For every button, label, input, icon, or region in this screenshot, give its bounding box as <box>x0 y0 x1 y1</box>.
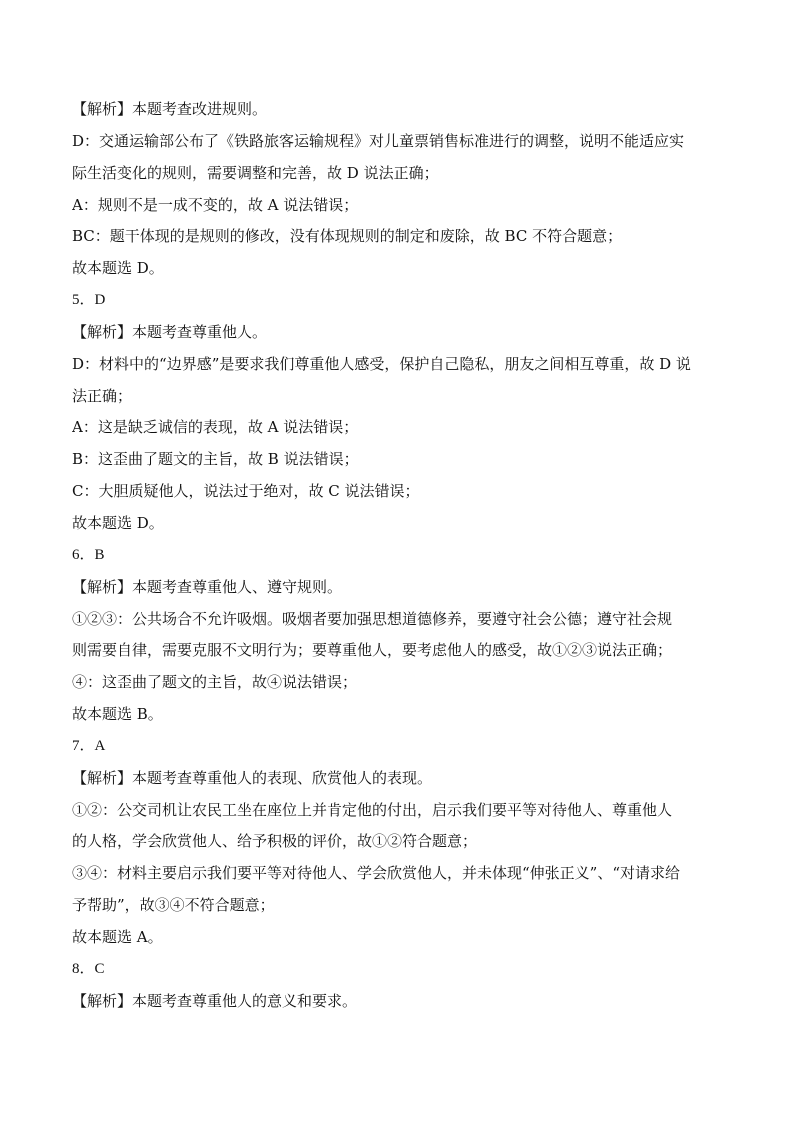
text-line: D：材料中的“边界感”是要求我们尊重他人感受，保护自己隐私，朋友之间相互尊重，故 D 说 <box>72 354 691 373</box>
text-line: C：大胆质疑他人，说法过于绝对，故 C 说法错误； <box>72 482 420 501</box>
answer-page <box>72 94 732 1017</box>
text-line: D：交通运输部公布了《铁路旅客运输规程》对儿童票销售标准进行的调整，说明不能适应实 <box>72 131 685 150</box>
text-line: ①②：公交司机让农民工坐在座位上并肯定他的付出，启示我们要平等对待他人、尊重他人 <box>72 800 673 819</box>
text-line: 故本题选 D。 <box>72 513 164 532</box>
text-line: 故本题选 A。 <box>72 927 163 946</box>
text-line: 【解析】本题考查改进规则。 <box>72 100 268 118</box>
text-line: B：这歪曲了题文的主旨，故 B 说法错误； <box>72 450 359 469</box>
text-line: 的人格，学会欣赏他人、给予积极的评价，故①②符合题意； <box>72 832 478 851</box>
text-line: 故本题选 D。 <box>72 259 164 278</box>
text-line: 【解析】本题考查尊重他人、遵守规则。 <box>72 577 343 596</box>
question-number: 8．C <box>72 960 105 977</box>
text-line: 【解析】本题考查尊重他人的意义和要求。 <box>72 991 358 1010</box>
text-line: 法正确； <box>72 386 133 405</box>
text-line: 际生活变化的规则，需要调整和完善，故 D 说法正确； <box>72 163 439 182</box>
text-line: ④：这歪曲了题文的主旨，故④说法错误； <box>72 673 358 692</box>
text-line: 予帮助”，故③④不符合题意； <box>72 896 275 915</box>
question-number: 7．A <box>72 737 106 754</box>
text-line: A：规则不是一成不变的，故 A 说法错误； <box>72 195 359 214</box>
text-line: 故本题选 B。 <box>72 705 163 724</box>
text-line: 【解析】本题考查尊重他人的表现、欣赏他人的表现。 <box>72 768 433 787</box>
question-number: 5．D <box>72 292 106 309</box>
text-line: BC：题干体现的是规则的修改，没有体现规则的制定和废除，故 BC 不符合题意； <box>72 227 623 246</box>
text-line: ③④：材料主要启示我们要平等对待他人、学会欣赏他人，并未体现“伸张正义”、“对请求给 <box>72 864 681 883</box>
text-line: 【解析】本题考查尊重他人。 <box>72 322 268 341</box>
question-number: 6．B <box>72 546 105 563</box>
text-line: ①②③：公共场合不允许吸烟。吸烟者要加强思想道德修养，要遵守社会公德；遵守社会规 <box>72 609 673 628</box>
text-line: 则需要自律，需要克服不文明行为；要尊重他人，要考虑他人的感受，故①②③说法正确； <box>72 641 673 660</box>
text-line: A：这是缺乏诚信的表现，故 A 说法错误； <box>72 418 359 437</box>
